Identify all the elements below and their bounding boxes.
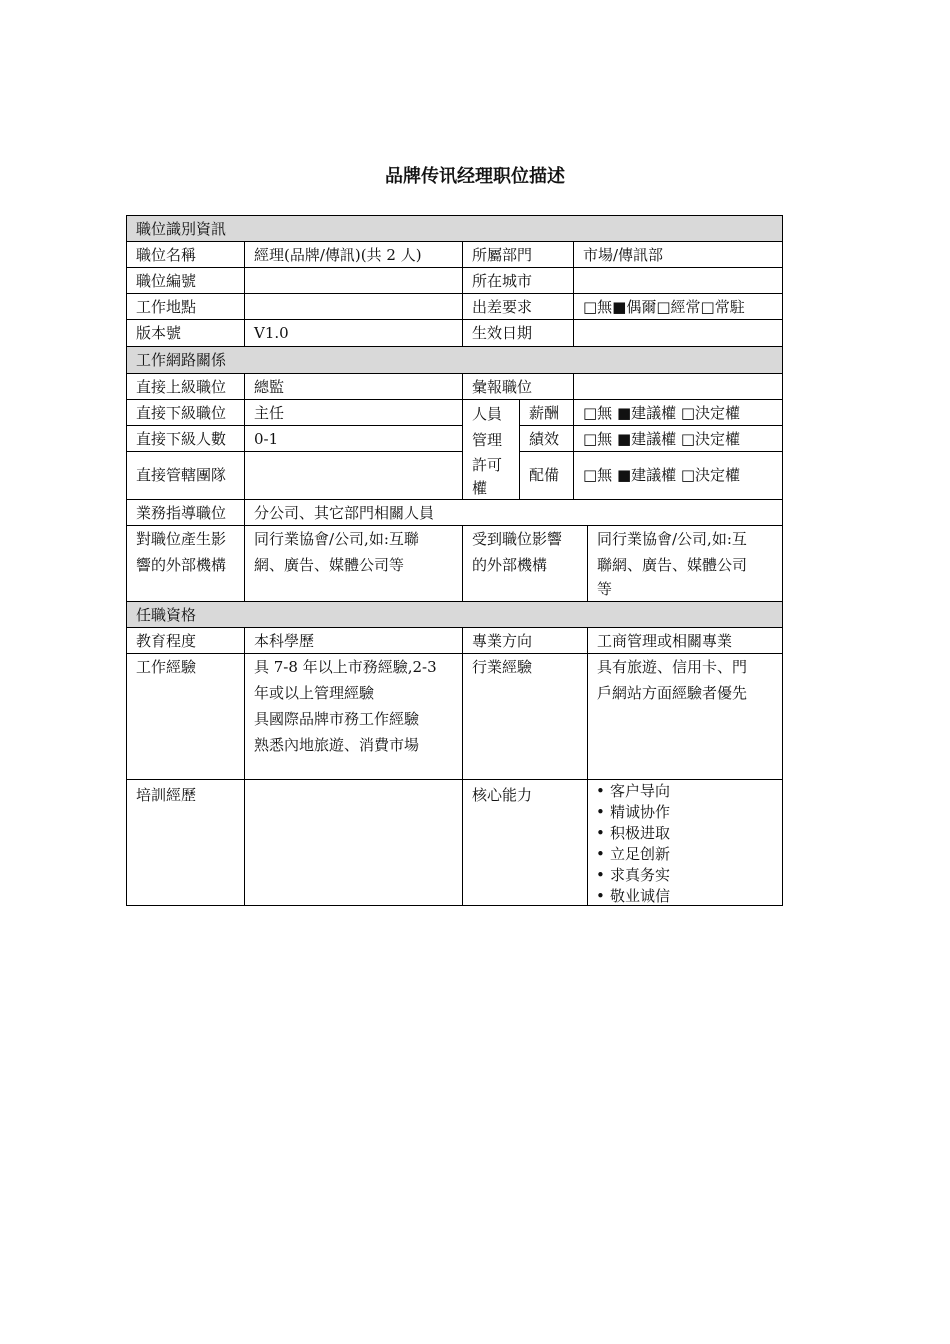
value-core-competencies — [587, 779, 783, 906]
label-core-competencies: 核心能力 — [462, 779, 588, 906]
value-subordinate-count: 0-1 — [244, 425, 463, 452]
list-item: • 积极进取 — [592, 823, 782, 844]
perm-performance-options: □無 ■建議權 □決定權 — [573, 425, 783, 452]
value-influenced-orgs: 同行業協會/公司,如:互 聯網、廣告、媒體公司 等 — [587, 525, 783, 602]
value-position-id — [244, 267, 463, 294]
label-subordinate-count: 直接下級人數 — [126, 425, 245, 452]
label-influenced-orgs: 受到職位影響 的外部機構 — [462, 525, 588, 602]
value-travel: □無■偶爾□經常□常駐 — [573, 293, 783, 320]
label-position-name: 職位名稱 — [126, 241, 245, 268]
label-subordinate: 直接下級職位 — [126, 399, 245, 426]
competency-list — [592, 781, 782, 907]
value-work-experience: 具 7-8 年以上市務經驗,2-3 年或以上管理經驗 具國際品牌市務工作經驗 熟悉內地旅遊、消費市場 — [244, 653, 463, 780]
perm-staffing-options: □無 ■建議權 □決定權 — [573, 451, 783, 500]
value-industry-experience: 具有旅遊、信用卡、門 戶網站方面經驗者優先 — [587, 653, 783, 780]
value-work-location — [244, 293, 463, 320]
value-effective-date — [573, 319, 783, 347]
list-item: • 敬业诚信 — [592, 886, 782, 907]
value-superior: 總監 — [244, 373, 463, 400]
value-report-to — [573, 373, 783, 400]
label-travel: 出差要求 — [462, 293, 574, 320]
perm-salary-label: 薪酬 — [519, 399, 574, 426]
label-superior: 直接上級職位 — [126, 373, 245, 400]
perm-salary-options: □無 ■建議權 □決定權 — [573, 399, 783, 426]
label-report-to: 彙報職位 — [462, 373, 574, 400]
label-city: 所在城市 — [462, 267, 574, 294]
section-header-network: 工作網路關係 — [126, 346, 783, 374]
job-description-table — [126, 215, 783, 906]
label-major: 專業方向 — [462, 627, 588, 654]
label-position-id: 職位編號 — [126, 267, 245, 294]
value-department: 市場/傳訊部 — [573, 241, 783, 268]
value-influencing-orgs: 同行業協會/公司,如:互聯 網、廣告、媒體公司等 — [244, 525, 463, 602]
label-department: 所屬部門 — [462, 241, 574, 268]
label-business-guidance: 業務指導職位 — [126, 499, 245, 526]
page-title: 品牌传讯经理职位描述 — [385, 166, 565, 187]
list-item: • 精诚协作 — [592, 802, 782, 823]
perm-performance-label: 績效 — [519, 425, 574, 452]
section-header-identification: 職位識別資訊 — [126, 215, 783, 242]
value-position-name: 經理(品牌/傳訊)(共 2 人) — [244, 241, 463, 268]
label-industry-experience: 行業經驗 — [462, 653, 588, 780]
label-influencing-orgs: 對職位產生影 響的外部機構 — [126, 525, 245, 602]
value-team — [244, 451, 463, 500]
value-city — [573, 267, 783, 294]
value-version: V1.0 — [244, 319, 463, 347]
label-education: 教育程度 — [126, 627, 245, 654]
list-item: • 客户导向 — [592, 781, 782, 802]
perm-staffing-label: 配備 — [519, 451, 574, 500]
value-business-guidance: 分公司、其它部門相關人員 — [244, 499, 783, 526]
list-item: • 求真务实 — [592, 865, 782, 886]
label-training: 培訓經歷 — [126, 779, 245, 906]
label-work-location: 工作地點 — [126, 293, 245, 320]
label-work-experience: 工作經驗 — [126, 653, 245, 780]
label-effective-date: 生效日期 — [462, 319, 574, 347]
label-version: 版本號 — [126, 319, 245, 347]
section-header-qualifications: 任職資格 — [126, 601, 783, 628]
label-personnel-permission: 人員 管理 許可 權 — [462, 399, 520, 500]
value-training — [244, 779, 463, 906]
value-subordinate: 主任 — [244, 399, 463, 426]
value-major: 工商管理或相關專業 — [587, 627, 783, 654]
list-item: • 立足创新 — [592, 844, 782, 865]
value-education: 本科學歷 — [244, 627, 463, 654]
label-team: 直接管轄團隊 — [126, 451, 245, 500]
